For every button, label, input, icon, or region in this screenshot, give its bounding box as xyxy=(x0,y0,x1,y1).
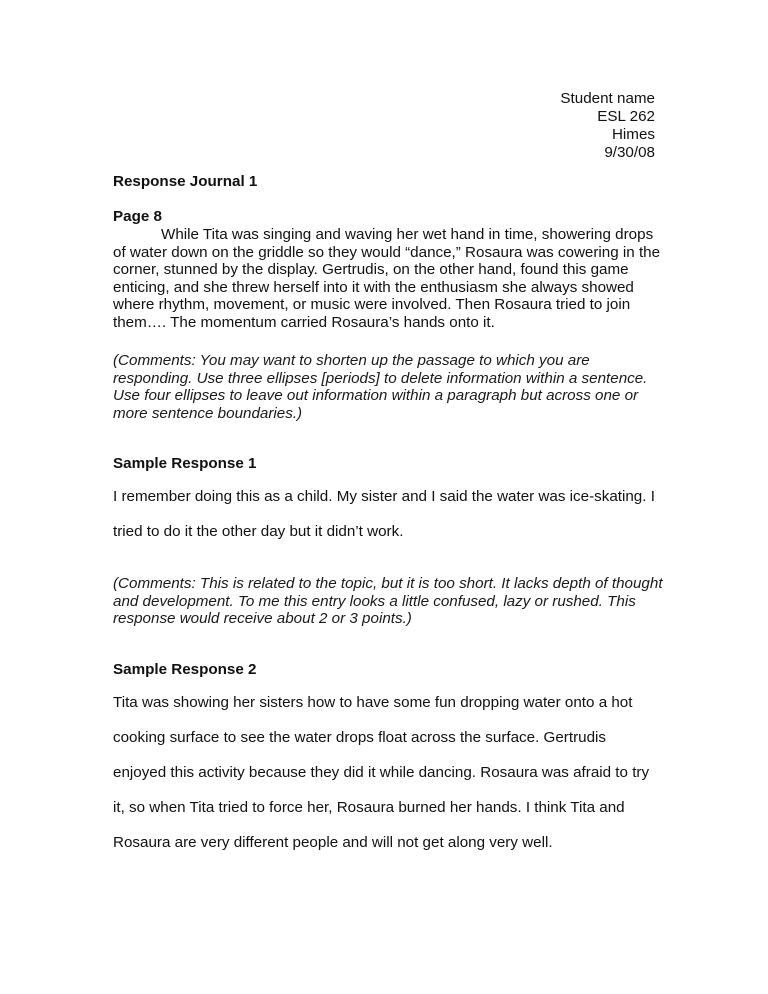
passage-comment-section xyxy=(113,352,663,422)
sample-response-1-comment: (Comments: This is related to the topic, but it is too short. It lacks depth of thought and development. To me this entry looks a little confused, lazy or rushed. This response would receive about 2 or 3 points.) xyxy=(113,575,663,627)
passage-comment: (Comments: You may want to shorten up the passage to which you are responding. Use three ellipses [periods] to delete information within a sentence. Use four ellipses to leave out information within a paragraph but across one or more sentence boundaries.) xyxy=(113,352,648,422)
sample-response-2-heading: Sample Response 2 xyxy=(113,661,257,678)
sample-response-2-section xyxy=(113,661,663,860)
instructor-name: Himes xyxy=(611,126,655,143)
student-name: Student name xyxy=(560,90,655,107)
page-8-section xyxy=(113,208,663,331)
sample-response-1-body: I remember doing this as a child. My sister and I said the water was ice-skating. I tried to do it the other day but it didn’t work. xyxy=(113,488,655,540)
sample-response-1-heading: Sample Response 1 xyxy=(113,455,257,472)
sample-response-2-body: Tita was showing her sisters how to have some fun dropping water onto a hot cooking surface to see the water drops float across the surface. Gertrudis enjoyed this activity because they did it while dancing. Rosaura was afraid to try it, so when Tita tried to force her, Rosaura burned her hands. I think Tita and Rosaura are very different people and will not get along very well. xyxy=(113,694,650,851)
page-heading: Page 8 xyxy=(113,208,162,225)
quoted-passage: While Tita was singing and waving her wet hand in time, showering drops of water down on the griddle so they would “dance,” Rosaura was cowering in the corner, stunned by the display. Gertrudis, on the other hand, found this game enticing, and she threw herself into it with the enthusiasm she always showed where rhythm, movement, or music were involved. Then Rosaura tried to join them…. The momentum carried Rosaura’s hands onto it. xyxy=(113,226,661,331)
date: 9/30/08 xyxy=(604,144,655,161)
course-code: ESL 262 xyxy=(597,108,655,125)
student-info-header xyxy=(560,90,655,162)
sample-response-1-section xyxy=(113,455,663,549)
document-title: Response Journal 1 xyxy=(113,173,258,190)
sample-response-1-comment-section xyxy=(113,575,663,628)
